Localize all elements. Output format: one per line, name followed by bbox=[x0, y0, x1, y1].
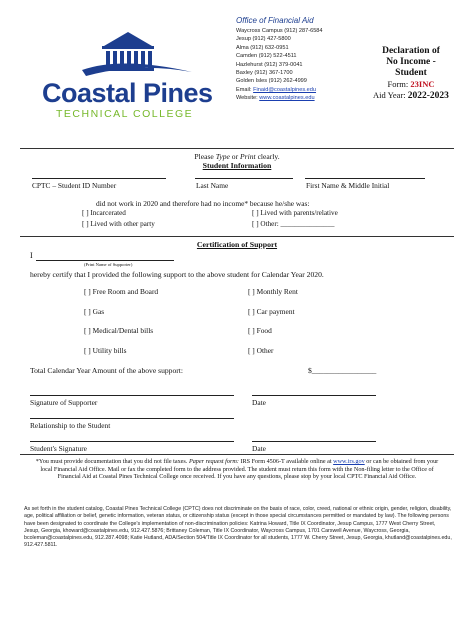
supporter-date-label: Date bbox=[252, 398, 266, 407]
print-name-hint: (Print Name of Supporter) bbox=[84, 262, 133, 267]
option-lived-parents[interactable]: [ ] Lived with parents/relative bbox=[252, 209, 338, 217]
total-amount-field[interactable]: $_________________ bbox=[308, 366, 377, 375]
instructions: Please Type or Print clearly. bbox=[194, 152, 280, 161]
student-date-label: Date bbox=[252, 444, 266, 453]
logo-name: Coastal Pines bbox=[42, 78, 213, 108]
campus-line: Alma (912) 632-0951 bbox=[236, 44, 289, 51]
last-name-label: Last Name bbox=[196, 181, 229, 190]
support-food[interactable]: [ ] Food bbox=[248, 326, 272, 335]
campus-line: Camden (912) 522-4511 bbox=[236, 53, 297, 60]
campus-line: Baxley (912) 367-1700 bbox=[236, 70, 293, 77]
campus-line: Hazlehurst (912) 379-0041 bbox=[236, 61, 303, 68]
campus-list bbox=[236, 27, 366, 103]
office-contact bbox=[236, 16, 366, 103]
nondiscrimination-statement: As set forth in the student catalog, Coastal Pines Technical College (CPTC) does not discriminate on the basis of race, color, creed, national or ethnic origin, gender, religion, disability, age, political affiliation or belief, genetic information, veteran status, or citizenship status (except in those special circumstances permitted or mandated by law). The following persons have been designated to coordinate the College's implementation of non-discrimination policies: Katrina Howard, Title IX Coordinator, Jesup Campus, 1777 West Cherry Street, Jesup, Georgia, khoward@coastalpines.edu, 912.427.5876; Brittaney Coleman, Title IX Coordinator, Waycross Campus, 1701 Carswell Avenue, Waycross, Georgia, bcoleman@coastalpines.edu, 912.287.4098; Katie Hutland, ADA/Section 504/Title IX Coordinator for all students, 1777 W. Cherry Street, Jesup, Georgia, khutland@coastalpines.edu, 912.427.5811. bbox=[24, 506, 452, 549]
relationship-label: Relationship to the Student bbox=[30, 421, 111, 430]
no-income-statement: did not work in 2020 and therefore had no income* because he/she was: bbox=[96, 199, 310, 208]
last-name-field[interactable] bbox=[195, 178, 293, 179]
campus-line: Jesup (912) 427-5800 bbox=[236, 36, 291, 43]
supporter-name-field[interactable] bbox=[36, 260, 174, 261]
support-medical[interactable]: [ ] Medical/Dental bills bbox=[84, 326, 154, 335]
email-label: Email: bbox=[236, 86, 252, 93]
footnote-divider bbox=[20, 454, 454, 455]
option-incarcerated[interactable]: [ ] Incarcerated bbox=[82, 209, 126, 217]
certification-heading: Certification of Support bbox=[196, 240, 278, 249]
form-label: Form: bbox=[387, 79, 409, 89]
supporter-signature-field[interactable] bbox=[30, 395, 234, 396]
student-signature-label: Student's Signature bbox=[30, 444, 87, 453]
support-rent[interactable]: [ ] Monthly Rent bbox=[248, 287, 298, 296]
email-link[interactable]: Finaid@coastalpines.edu bbox=[253, 86, 317, 93]
i-label: I bbox=[30, 251, 33, 260]
support-car[interactable]: [ ] Car payment bbox=[248, 307, 295, 316]
student-date-field[interactable] bbox=[252, 441, 376, 442]
logo-subtitle: TECHNICAL COLLEGE bbox=[56, 108, 194, 120]
declaration-title-2: No Income - bbox=[386, 57, 436, 67]
campus-line: Golden Isles (912) 262-4999 bbox=[236, 78, 307, 85]
declaration-title-3: Student bbox=[395, 68, 427, 78]
aid-year-label: Aid Year: bbox=[373, 90, 406, 100]
supporter-date-field[interactable] bbox=[252, 395, 376, 396]
support-utility[interactable]: [ ] Utility bills bbox=[84, 346, 127, 355]
header-divider bbox=[20, 148, 454, 149]
declaration-title-1: Declaration of bbox=[382, 46, 440, 56]
office-title: Office of Financial Aid bbox=[236, 16, 314, 25]
total-amount-label: Total Calendar Year Amount of the above support: bbox=[30, 366, 184, 375]
certify-statement: hereby certify that I provided the following support to the above student for Calendar Year 2020. bbox=[30, 270, 324, 279]
declaration-box bbox=[365, 46, 457, 102]
website-label: Website: bbox=[236, 95, 258, 102]
supporter-signature-label: Signature of Supporter bbox=[30, 398, 98, 407]
first-name-field[interactable] bbox=[305, 178, 425, 179]
irs-link[interactable]: www.irs.gov bbox=[333, 458, 365, 465]
campus-line: Waycross Campus (912) 287-6584 bbox=[236, 28, 323, 34]
support-gas[interactable]: [ ] Gas bbox=[84, 307, 105, 316]
option-other[interactable]: [ ] Other: _______________ bbox=[252, 220, 335, 228]
documentation-footnote: *You must provide documentation that you did not file taxes. Paper request form: IRS Form 4506-T available online at www.irs.gov or can be obtained from your local Financial Aid Office. Mail or fax the completed form to the address provided. The student must return this form with the Non-filing letter to the Office of Financial Aid at Coastal Pines Technical College once received. If you have any questions, please stop by your local CPTC Financial Aid Office. bbox=[35, 458, 439, 481]
student-signature-field[interactable] bbox=[30, 441, 234, 442]
college-logo bbox=[42, 26, 213, 126]
student-info-heading: Student Information bbox=[202, 161, 272, 170]
first-name-label: First Name & Middle Initial bbox=[306, 181, 390, 190]
option-lived-other-party[interactable]: [ ] Lived with other party bbox=[82, 220, 155, 228]
section-divider bbox=[20, 236, 454, 237]
website-link[interactable]: www.coastalpines.edu bbox=[259, 95, 315, 102]
form-code: 23INC bbox=[410, 79, 435, 89]
aid-year-value: 2022-2023 bbox=[407, 91, 449, 101]
student-id-label: CPTC – Student ID Number bbox=[32, 181, 117, 190]
support-free-room[interactable]: [ ] Free Room and Board bbox=[84, 287, 159, 296]
relationship-field[interactable] bbox=[30, 418, 234, 419]
student-id-field[interactable] bbox=[32, 178, 166, 179]
support-other[interactable]: [ ] Other bbox=[248, 346, 274, 355]
